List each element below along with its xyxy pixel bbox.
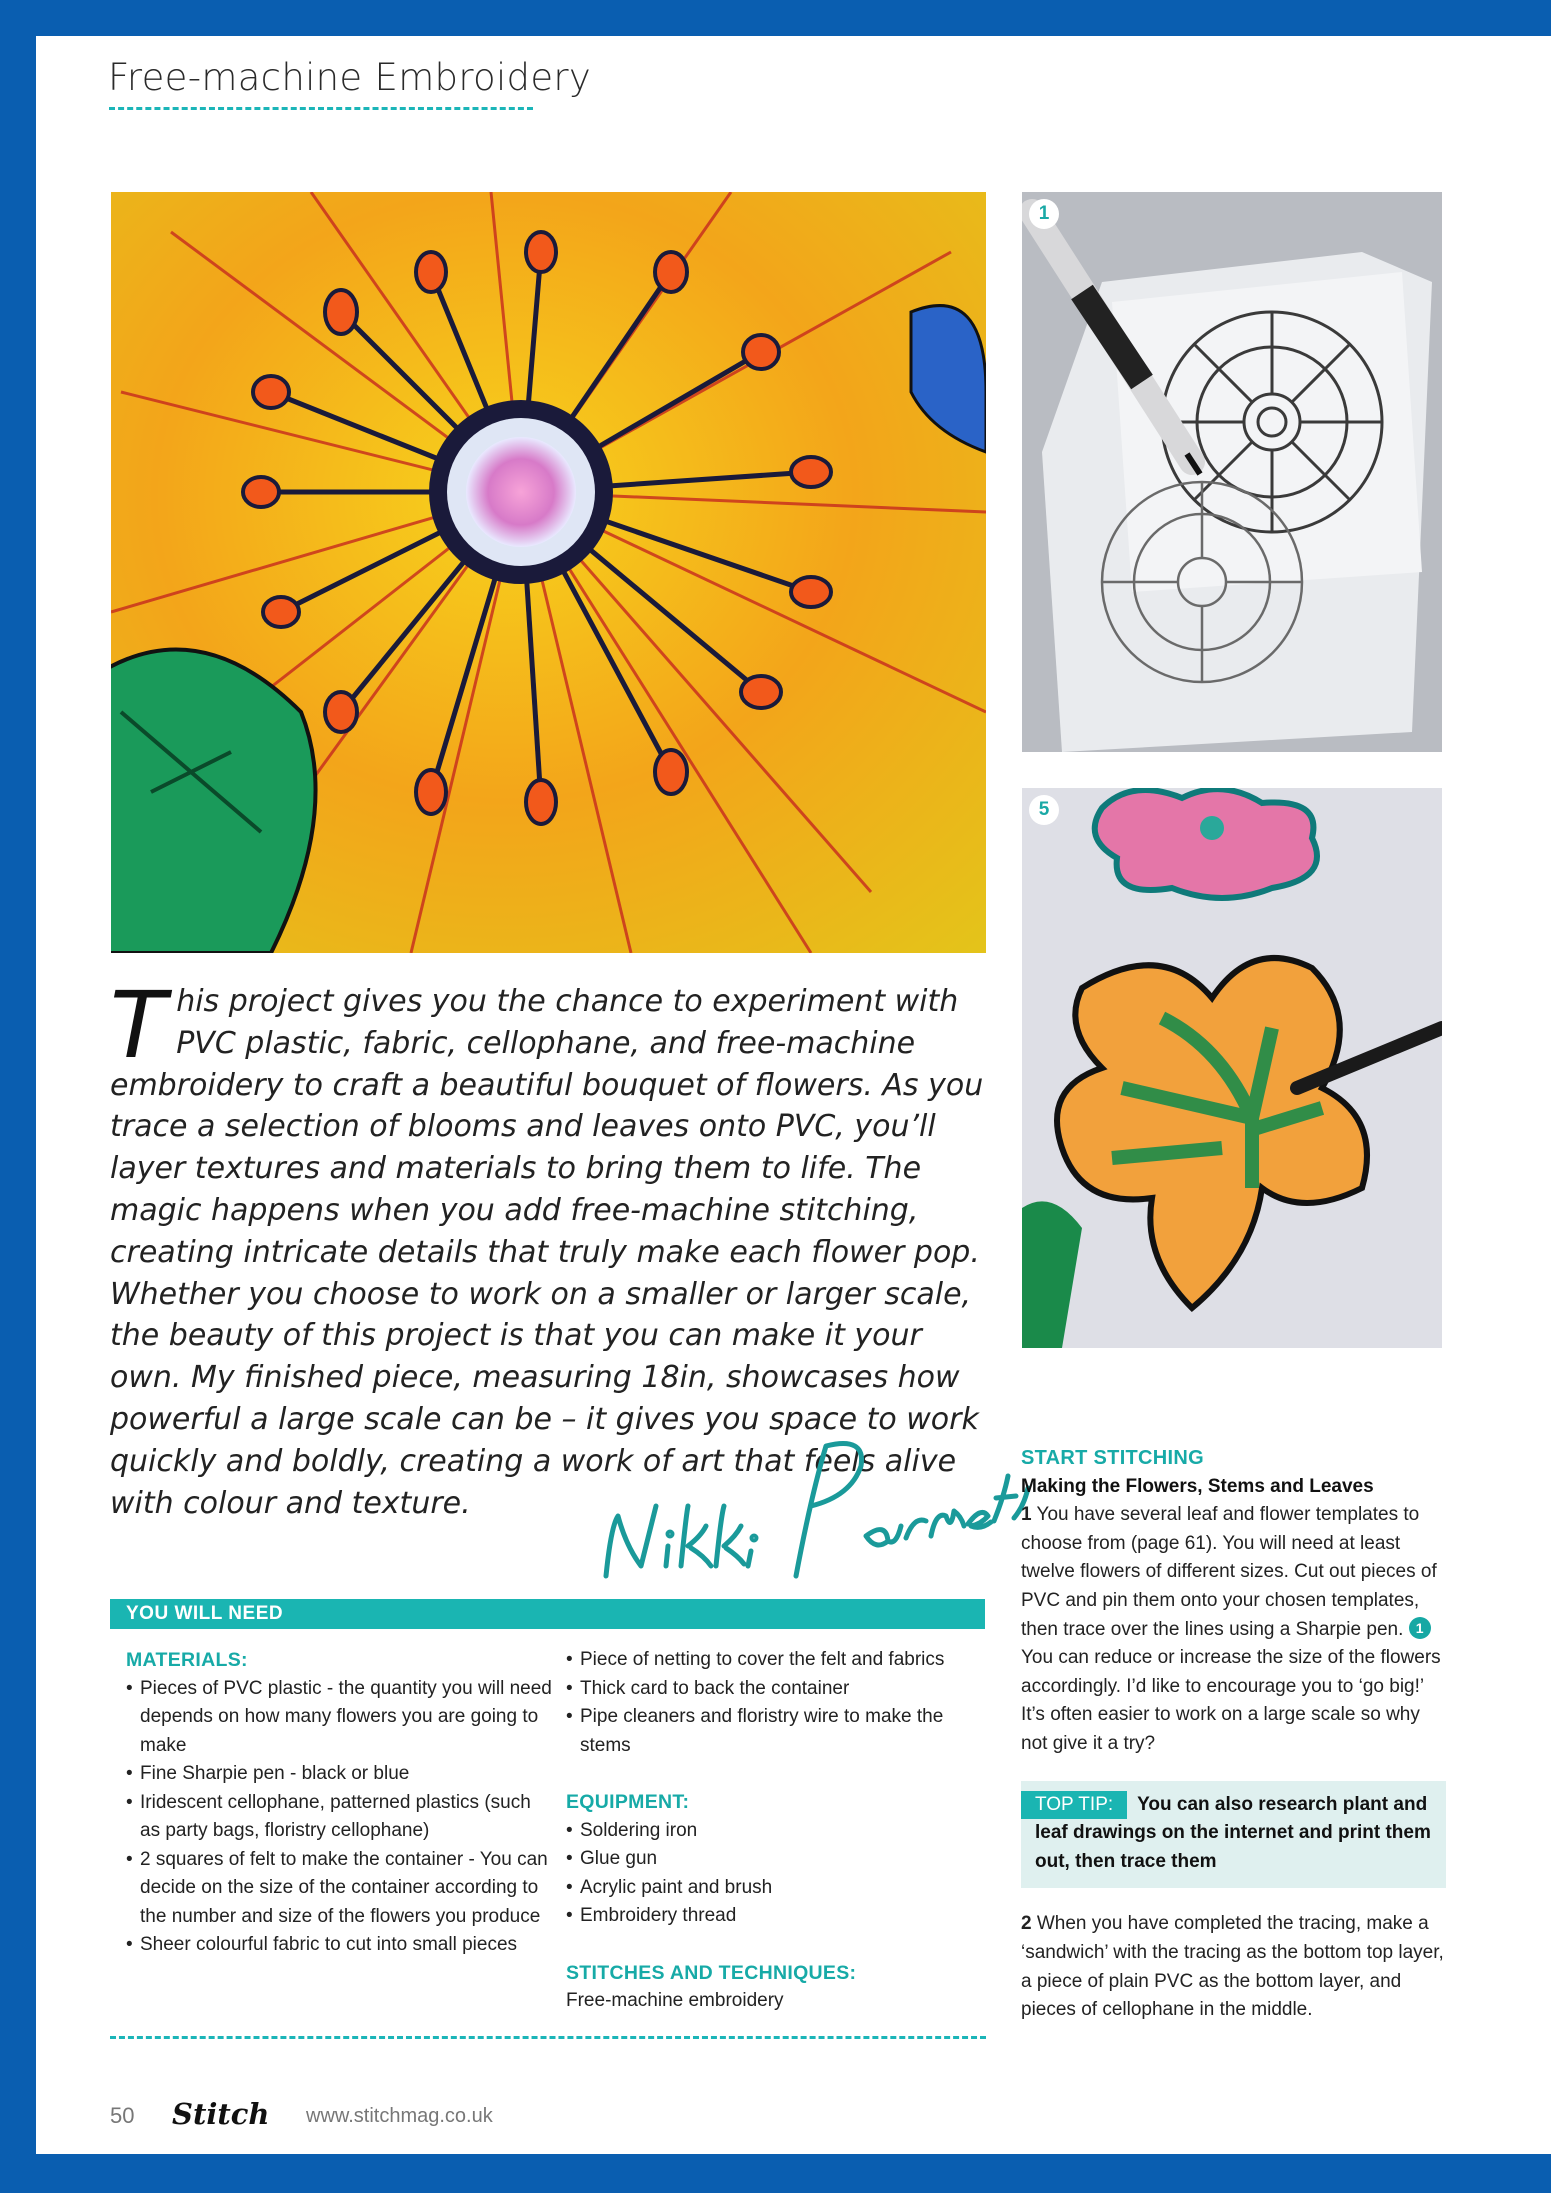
list-item: • Pieces of PVC plastic - the quantity you will need depends on how many flowers you are going to make — [126, 1675, 556, 1761]
step-2-text — [1021, 1910, 1446, 2024]
materials-list — [126, 1675, 556, 1960]
website-url[interactable]: www.stitchmag.co.uk — [306, 2105, 493, 2127]
instructions-subheading: Making the Flowers, Stems and Leaves — [1021, 1475, 1374, 1497]
step1-photo — [1022, 192, 1442, 752]
image-ref-badge: 1 — [1409, 1617, 1431, 1639]
top-tip-text: You can also research plant and leaf drawings on the internet and print them out, then trace them — [1035, 1793, 1431, 1872]
list-item: • Thick card to back the container — [566, 1675, 996, 1704]
list-item: • Soldering iron — [566, 1817, 996, 1846]
magazine-page — [36, 36, 1551, 2154]
step-badge-1: 1 — [1029, 199, 1059, 229]
author-signature — [596, 1426, 1036, 1596]
list-item: • Sheer colourful fabric to cut into small pieces — [126, 1931, 556, 1960]
top-tip-label: TOP TIP: — [1021, 1791, 1127, 1819]
step5-photo — [1022, 788, 1442, 1348]
step-1-text-b: You can reduce or increase the size of the flowers accordingly. I’d like to encourage you to ‘go big!’ It’s often easier to work on a large scale so why not give it a try? — [1021, 1647, 1441, 1754]
title-underline — [109, 107, 533, 110]
step-badge-5: 5 — [1029, 795, 1059, 825]
materials-list-continued — [566, 1646, 996, 1760]
step-1-text — [1021, 1501, 1446, 1758]
instructions-column — [1021, 1444, 1446, 2025]
step-2-body: When you have completed the tracing, make a ‘sandwich’ with the tracing as the bottom top layer, a piece of plain PVC as the bottom layer, and pieces of cellophane in the middle. — [1021, 1913, 1444, 2021]
intro-text: his project gives you the chance to experiment with PVC plastic, fabric, cellophane, and free-machine embroidery to craft a beautiful bouquet of flowers. As you trace a selection of blooms and leaves onto PVC, you’ll layer textures and materials to bring them to life. The magic happens when you add free-machine stitching, creating intricate details that truly make each flower pop. Whether you choose to work on a smaller or larger scale, the beauty of this project is that you can make it your own. My finished piece, measuring 18in, showcases how powerful a large scale can be – it gives you space to work quickly and boldly, creating a work of art that feels alive with colour and texture. — [110, 984, 984, 1521]
tracing-photo-image — [1022, 192, 1442, 752]
you-will-need-bar: YOU WILL NEED — [110, 1599, 985, 1629]
list-item: • Glue gun — [566, 1845, 996, 1874]
needs-column-left — [126, 1646, 556, 1960]
magazine-logo: Stitch — [172, 2097, 270, 2131]
needs-column-right — [566, 1646, 996, 2016]
equipment-heading: EQUIPMENT: — [566, 1791, 690, 1813]
painted-leaf-photo-image — [1022, 788, 1442, 1348]
section-title: Free-machine Embroidery — [108, 56, 592, 99]
list-item: • Fine Sharpie pen - black or blue — [126, 1760, 556, 1789]
list-item: • Piece of netting to cover the felt and fabrics — [566, 1646, 996, 1675]
step-1-text-a: You have several leaf and flower templates to choose from (page 61). You will need at least twelve flowers of different sizes. Cut out pieces of PVC and pin them onto your chosen templates, then trace over the lines using a Sharpie pen. — [1021, 1504, 1437, 1640]
start-stitching-heading: START STITCHING — [1021, 1447, 1205, 1469]
list-item: • Pipe cleaners and floristry wire to make the stems — [566, 1703, 996, 1760]
equipment-list — [566, 1817, 996, 1931]
hero-flower-photo — [111, 192, 986, 953]
page-number: 50 — [110, 2103, 135, 2128]
stitches-heading: STITCHES AND TECHNIQUES: — [566, 1961, 857, 1984]
hero-flower-image — [111, 192, 986, 953]
list-item: • 2 squares of felt to make the container - You can decide on the size of the container according to the number and size of the flowers you produce — [126, 1846, 556, 1932]
list-item: • Embroidery thread — [566, 1902, 996, 1931]
top-tip-box — [1021, 1781, 1446, 1889]
step-number: 2 — [1021, 1913, 1032, 1935]
step-number: 1 — [1021, 1504, 1032, 1526]
list-item: • Iridescent cellophane, patterned plastics (such as party bags, floristry cellophane) — [126, 1789, 556, 1846]
drop-cap: T — [110, 972, 167, 1079]
materials-heading: MATERIALS: — [126, 1649, 248, 1671]
bottom-divider — [110, 2036, 986, 2039]
list-item: • Acrylic paint and brush — [566, 1874, 996, 1903]
stitches-text: Free-machine embroidery — [566, 1990, 784, 2011]
